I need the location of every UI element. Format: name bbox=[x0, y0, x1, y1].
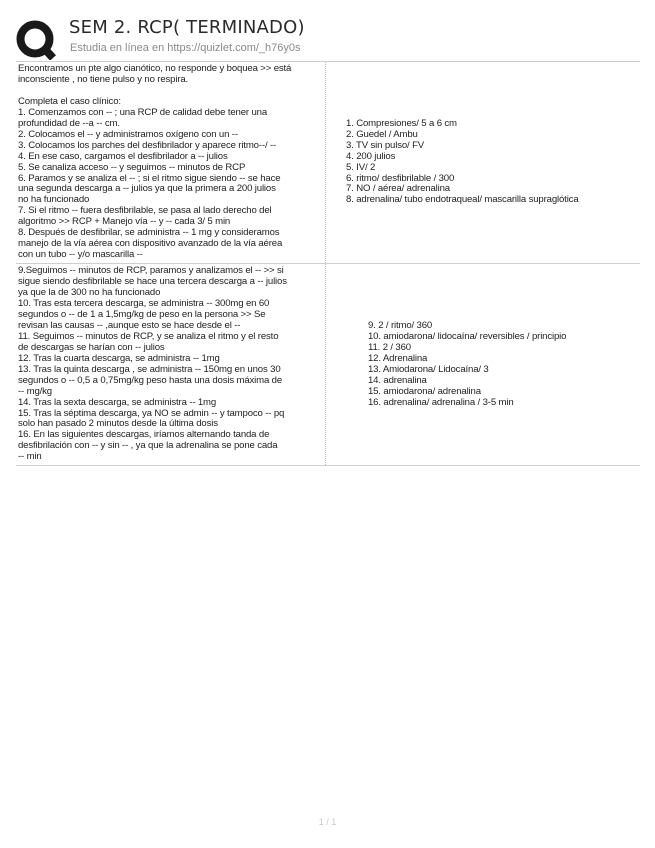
term-line: ya que la de 300 no ha funcionado bbox=[18, 288, 161, 299]
term-line: 5. Se canaliza acceso -- y seguimos -- minutos de RCP bbox=[18, 162, 246, 173]
term-line: algoritmo >> RCP + Manejo vía -- y -- cada 3/ 5 min bbox=[18, 217, 231, 228]
definition-line: 6. ritmo/ desfibrilable / 300 bbox=[346, 173, 455, 184]
definition-line: 5. IV/ 2 bbox=[346, 162, 376, 173]
term-line: inconsciente , no tiene pulso y no respira. bbox=[18, 74, 189, 85]
term-line: 13. Tras la quinta descarga , se administra -- 150mg en unos 30 bbox=[18, 364, 281, 375]
term-line: 3. Colocamos los parches del desfibrilador y aparece ritmo--/ -- bbox=[18, 140, 277, 151]
term-cell bbox=[16, 62, 326, 263]
definition-cell bbox=[326, 62, 640, 263]
definition-line: 9. 2 / ritmo/ 360 bbox=[368, 320, 433, 331]
definition-line: 11. 2 / 360 bbox=[368, 342, 411, 353]
term-line: manejo de la vía aérea con dispositivo avanzado de la vía aérea bbox=[18, 239, 283, 250]
quizlet-logo-icon bbox=[16, 20, 56, 60]
term-line bbox=[18, 86, 324, 97]
term-line: 12. Tras la cuarta descarga, se administra -- 1mg bbox=[18, 353, 220, 364]
definition-line: 15. amiodarona/ adrenalina bbox=[368, 386, 481, 397]
term-line: una segunda descarga a -- julios ya que la primera a 200 julios bbox=[18, 184, 276, 195]
term-line: Completa el caso clínico: bbox=[18, 96, 121, 107]
table-row bbox=[16, 62, 640, 264]
definition-line: 14. adrenalina bbox=[368, 375, 427, 386]
definition-line: 16. adrenalina/ adrenalina / 3-5 min bbox=[368, 397, 514, 408]
page-title: SEM 2. RCP( TERMINADO) bbox=[69, 17, 305, 38]
term-line: 1. Comenzamos con -- ; una RCP de calidad debe tener una bbox=[18, 107, 268, 118]
definition-line: 4. 200 julios bbox=[346, 151, 396, 162]
term-line: segundos o -- 0,5 a 0,75mg/kg peso hasta una dosis máxima de bbox=[18, 375, 283, 386]
document-header bbox=[16, 14, 640, 62]
term-line: 10. Tras esta tercera descarga, se administra -- 300mg en 60 bbox=[18, 299, 270, 309]
term-line: no ha funcionado bbox=[18, 195, 90, 206]
term-line: con un tubo -- y/o mascarilla -- bbox=[18, 250, 143, 261]
term-line: desfibrilación con -- y sin -- , ya que la adrenalina se pone cada bbox=[18, 441, 278, 452]
term-line: 15. Tras la séptima descarga, ya NO se admin -- y tampoco -- pq bbox=[18, 408, 285, 419]
term-line: -- mg/kg bbox=[18, 386, 52, 397]
term-line: 8. Después de desfibrilar, se administra -- 1 mg y consideramos bbox=[18, 228, 280, 239]
term-line: de descargas se harían con -- julios bbox=[18, 342, 165, 353]
term-line: 14. Tras la sexta descarga, se administra -- 1mg bbox=[18, 397, 217, 408]
term-line: sigue siendo desfibrilable se hace una tercera descarga a -- julios bbox=[18, 277, 287, 288]
term-line: 9.Seguimos -- minutos de RCP, paramos y analizamos el -- >> si bbox=[18, 266, 284, 277]
term-line: 4. En ese caso, cargamos el desfibrilador a -- julios bbox=[18, 151, 228, 162]
term-line: 7. Si el ritmo -- fuera desfibrilable, se pasa al lado derecho del bbox=[18, 206, 272, 217]
term-line: 6. Paramos y se analiza el -- ; si el ritmo sigue siendo -- se hace bbox=[18, 173, 281, 184]
term-line: solo han pasado 2 minutos desde la última dosis bbox=[18, 419, 218, 430]
definition-line: 3. TV sin pulso/ FV bbox=[346, 140, 425, 151]
term-line: 11. Seguimos -- minutos de RCP, y se analiza el ritmo y el resto bbox=[18, 331, 279, 342]
definition-line: 2. Guedel / Ambu bbox=[346, 129, 418, 140]
term-line: revisan las causas -- ,aunque esto se hace desde el -- bbox=[18, 320, 241, 331]
definition-line: 13. Amiodarona/ Lidocaína/ 3 bbox=[368, 364, 489, 375]
definition-line: 7. NO / aérea/ adrenalina bbox=[346, 184, 450, 195]
flashcard-table bbox=[16, 62, 640, 466]
term-line: -- min bbox=[18, 452, 42, 463]
page-number: 1 / 1 bbox=[318, 817, 337, 827]
definition-line: 10. amiodarona/ lidocaína/ reversibles / principio bbox=[368, 331, 567, 342]
page-subtitle: Estudia en línea en https://quizlet.com/_h76y0s bbox=[70, 42, 301, 54]
table-row bbox=[16, 264, 640, 466]
term-line: segundos o -- de 1 a 1,5mg/kg de peso en la persona >> Se bbox=[18, 309, 266, 320]
term-cell bbox=[16, 264, 326, 465]
term-line: 2. Colocamos el -- y administramos oxígeno con un -- bbox=[18, 129, 238, 140]
term-line: profundidad de --a -- cm. bbox=[18, 118, 120, 129]
definition-line: 8. adrenalina/ tubo endotraqueal/ mascarilla supraglótica bbox=[346, 195, 579, 206]
definition-line: 12. Adrenalina bbox=[368, 353, 428, 364]
definition-cell bbox=[326, 264, 640, 465]
definition-line: 1. Compresiones/ 5 a 6 cm bbox=[346, 118, 457, 129]
term-line: 16. En las siguientes descargas, iríamos alternando tanda de bbox=[18, 430, 270, 441]
term-line: Encontramos un pte algo cianótico, no responde y boquea >> está bbox=[18, 64, 292, 74]
